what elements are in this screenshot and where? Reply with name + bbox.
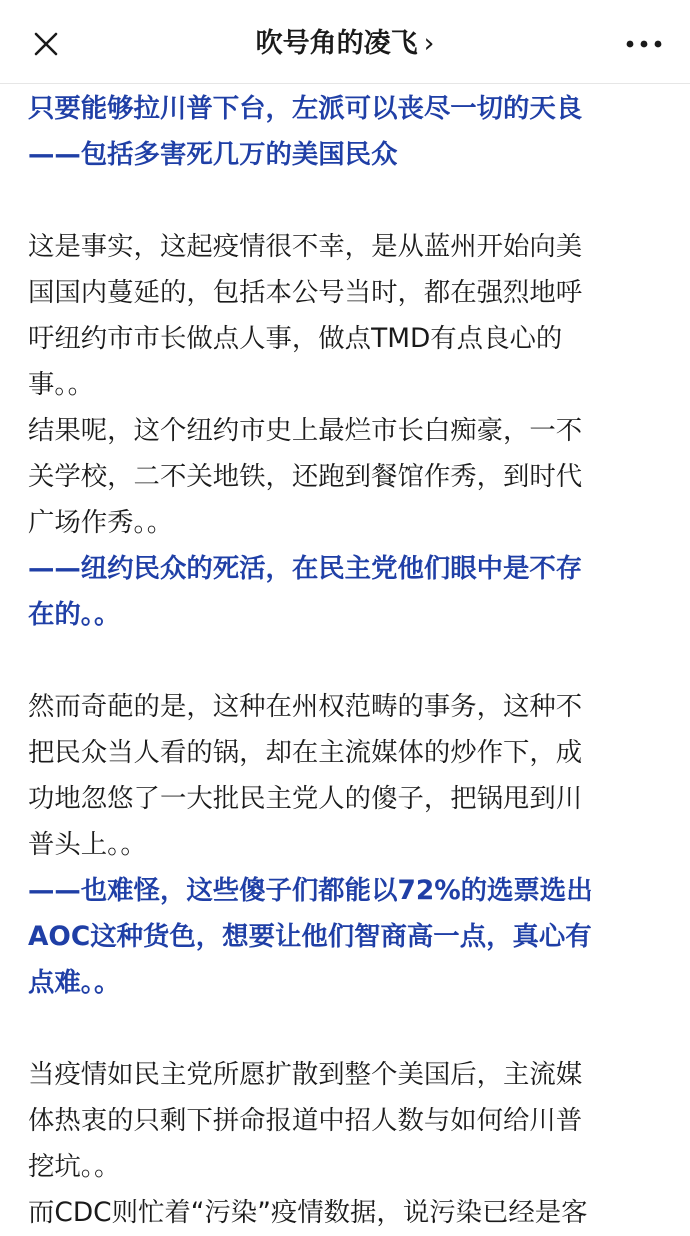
article-body (28, 86, 668, 1236)
paragraph-line: 功地忽悠了一大批民主党人的傻子，把锅甩到川 (28, 783, 583, 814)
headline-line: 只要能够拉川普下台，左派可以丧尽一切的天良 (28, 93, 583, 124)
paragraph-line: 把民众当人看的锅，却在主流媒体的炒作下，成 (28, 737, 583, 768)
paragraph-line: 当疫情如民主党所愿扩散到整个美国后，主流媒 (28, 1059, 583, 1090)
highlight-line: AOC这种货色，想要让他们智商高一点，真心有 (28, 921, 592, 952)
chevron-right-icon: › (423, 28, 435, 59)
highlight-line: 在的。。 (28, 599, 121, 630)
paragraph-line: 国国内蔓延的，包括本公号当时，都在强烈地呼 (28, 277, 583, 308)
paragraph-line: 这是事实，这起疫情很不幸，是从蓝州开始向美 (28, 231, 583, 262)
paragraph-line: 然而奇葩的是，这种在州权范畴的事务，这种不 (28, 691, 583, 722)
account-name: 吹号角的凌飞 (255, 28, 418, 59)
paragraph-line: 广场作秀。。 (28, 507, 174, 538)
more-dots-icon (624, 30, 664, 58)
paragraph-line: 吁纽约市市长做点人事，做点TMD有点良心的 (28, 323, 563, 354)
paragraph-line: 挖坑。。 (28, 1151, 121, 1182)
highlight-line: ——纽约民众的死活，在民主党他们眼中是不存 (28, 553, 583, 584)
highlight-line: 点难。。 (28, 967, 121, 998)
paragraph-line: 关学校，二不关地铁，还跑到餐馆作秀，到时代 (28, 461, 583, 492)
headline-line: ——包括多害死几万的美国民众 (28, 139, 398, 170)
paragraph-line: 而CDC则忙着“污染”疫情数据，说污染已经是客 (28, 1197, 588, 1228)
paragraph-gap (28, 638, 668, 684)
paragraph-line: 普头上。。 (28, 829, 147, 860)
account-name-link[interactable] (256, 24, 435, 64)
account-title (0, 24, 690, 64)
highlight-line: ——也难怪，这些傻子们都能以72%的选票选出 (28, 875, 593, 906)
paragraph-gap (28, 178, 668, 224)
top-nav-bar (0, 0, 690, 84)
more-button[interactable] (624, 30, 664, 58)
paragraph-line: 体热衷的只剩下拼命报道中招人数与如何给川普 (28, 1105, 583, 1136)
paragraph-gap (28, 1006, 668, 1052)
paragraph-line: 事。。 (28, 369, 94, 400)
paragraph-line: 结果呢，这个纽约市史上最烂市长白痴豪，一不 (28, 415, 583, 446)
